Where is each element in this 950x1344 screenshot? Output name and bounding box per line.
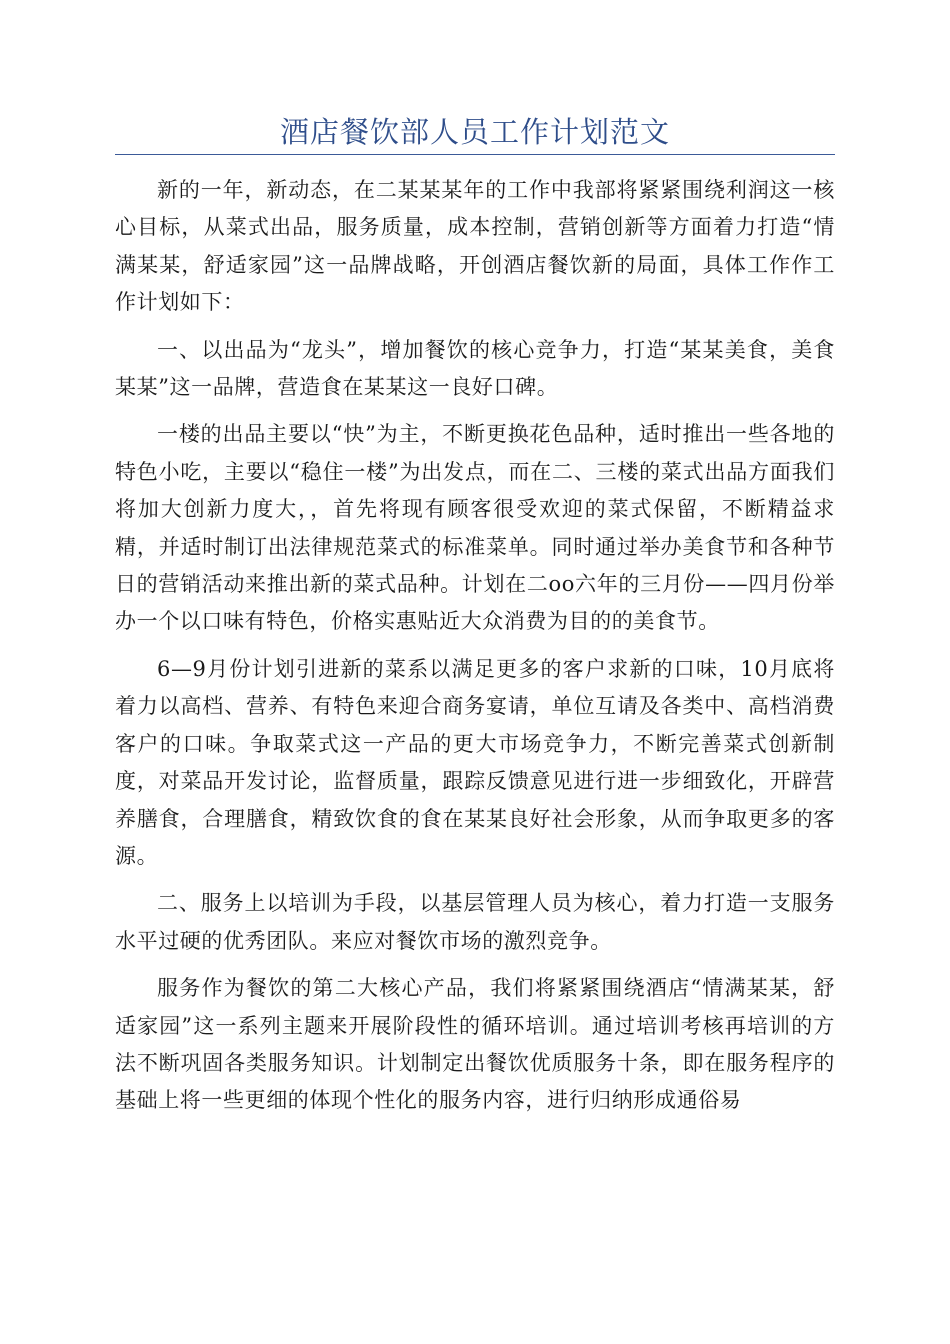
paragraph-section-1-heading: 一、以出品为“龙头”，增加餐饮的核心竞争力，打造“某某美食，美食某某”这一品牌，营造食在某某这一良好口碑。 [115, 337, 835, 400]
paragraph-service-training: 服务作为餐饮的第二大核心产品，我们将紧紧围绕酒店“情满某某，舒适家园”这一系列主题来开展阶段性的循环培训。通过培训考核再培训的方法不断巩固各类服务知识。计划制定出餐饮优质服务十条，即在服务程序的基础上将一些更细的体现个性化的服务内容，进行归纳形成通俗易 [115, 976, 835, 1113]
paragraph-new-cuisine: 6—9月份计划引进新的菜系以满足更多的客户求新的口味，10月底将着力以高档、营养、有特色来迎合商务宴请，单位互请及各类中、高档消费客户的口味。争取菜式这一产品的更大市场竞争力，不断完善菜式创新制度，对菜品开发讨论，监督质量，跟踪反馈意见进行进一步细致化，开辟营养膳食，合理膳食，精致饮食的食在某某良好社会形象，从而争取更多的客源。 [115, 656, 836, 868]
title-underline [115, 154, 835, 155]
paragraph-section-2-heading: 二、服务上以培训为手段，以基层管理人员为核心，着力打造一支服务水平过硬的优秀团队。来应对餐饮市场的激烈竞争。 [115, 891, 835, 953]
document-title: 酒店餐饮部人员工作计划范文 [279, 115, 670, 149]
paragraph-intro: 新的一年，新动态，在二某某某年的工作中我部将紧紧围绕利润这一核心目标，从菜式出品，服务质量，成本控制，营销创新等方面着力打造“情满某某，舒适家园”这一品牌战略，开创酒店餐饮新的局面，具体工作作工作计划如下： [115, 178, 835, 315]
paragraph-first-floor: 一楼的出品主要以“快”为主，不断更换花色品种，适时推出一些各地的特色小吃，主要以“稳住一楼”为出发点，而在二、三楼的菜式出品方面我们将加大创新力度大，，首先将现有顾客很受欢迎的菜式保留，不断精益求精，并适时制订出法律规范菜式的标准菜单。同时通过举办美食节和各种节日的营销活动来推出新的菜式品种。计划在二oo六年的三月份——四月份举办一个以口味有特色，价格实惠贴近大众消费为目的的美食节。 [115, 422, 835, 634]
document-body [115, 172, 835, 1130]
